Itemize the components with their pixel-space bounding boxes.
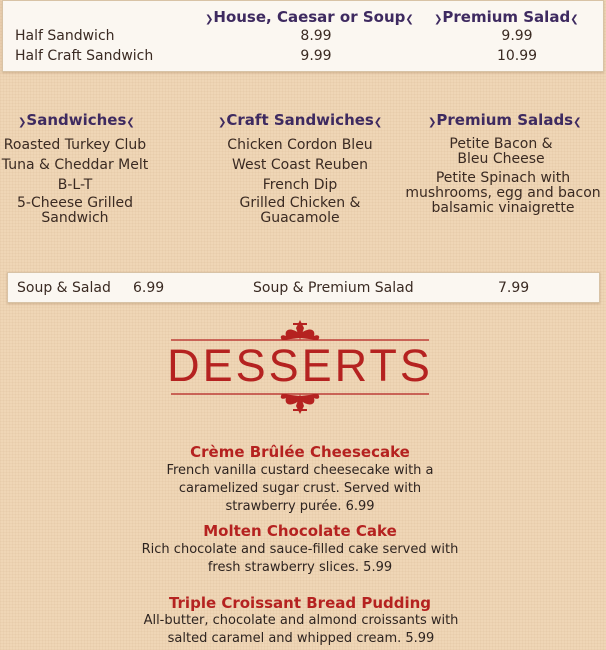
row-price: 10.99	[496, 48, 538, 64]
menu-item: Roasted Turkey Club	[3, 137, 147, 153]
combo-label: Soup & Salad	[17, 280, 111, 296]
menu-item: Chicken Cordon Bleu	[227, 137, 373, 153]
menu-item: B-L-T	[57, 177, 93, 193]
header-ornament-left-icon: ❯	[18, 117, 27, 128]
menu-item: Petite Bacon & Bleu Cheese	[449, 136, 553, 167]
dessert-description: Rich chocolate and sauce-filled cake served with fresh strawberry slices. 5.99	[141, 542, 459, 575]
fleur-ornament-icon	[281, 320, 319, 340]
header-ornament-right-icon: ❮	[126, 117, 135, 128]
section-header-craft-sandwiches: ❯Craft Sandwiches❮	[218, 111, 383, 129]
fleur-ornament-icon	[281, 394, 319, 414]
row-price: 9.99	[300, 48, 332, 64]
header-ornament-right-icon: ❮	[405, 14, 414, 25]
menu-item: Petite Spinach with mushrooms, egg and bacon balsamic vinaigrette	[405, 170, 601, 216]
header-ornament-left-icon: ❯	[428, 117, 437, 128]
dessert-name: Triple Croissant Bread Pudding	[168, 594, 432, 612]
menu-item: Tuna & Cheddar Melt	[1, 157, 149, 173]
dessert-description: French vanilla custard cheesecake with a caramelized sugar crust. Served with strawberry purée. 6.99	[166, 463, 434, 514]
menu-item: French Dip	[262, 177, 338, 193]
header-ornament-right-icon: ❮	[573, 117, 582, 128]
row-price: 8.99	[300, 28, 332, 44]
dessert-description: All-butter, chocolate and almond croissants with salted caramel and whipped cream. 5.99	[143, 613, 459, 646]
combo-label: Soup & Premium Salad	[253, 280, 414, 296]
combo-price: 6.99	[133, 280, 165, 296]
menu-item: Grilled Chicken & Guacamole	[239, 195, 361, 226]
row-label: Half Craft Sandwich	[15, 48, 154, 64]
header-ornament-left-icon: ❯	[218, 117, 227, 128]
col-header-house-caesar-soup: ❯House, Caesar or Soup❮	[205, 8, 414, 26]
desserts-title: DESSERTS	[167, 340, 433, 391]
header-ornament-left-icon: ❯	[205, 14, 214, 25]
dessert-name: Molten Chocolate Cake	[203, 522, 397, 540]
header-ornament-right-icon: ❮	[570, 14, 579, 25]
menu-item: West Coast Reuben	[232, 157, 368, 173]
header-ornament-left-icon: ❯	[434, 14, 443, 25]
menu-item: 5-Cheese Grilled Sandwich	[17, 195, 133, 226]
col-header-premium-salad: ❯Premium Salad❮	[434, 8, 579, 26]
header-ornament-right-icon: ❮	[373, 117, 383, 128]
row-price: 9.99	[501, 28, 533, 44]
section-header-sandwiches: ❯Sandwiches❮	[18, 111, 135, 129]
combo-price: 7.99	[498, 280, 530, 296]
section-header-premium-salads: ❯Premium Salads❮	[428, 111, 582, 129]
dessert-name: Crème Brûlée Cheesecake	[190, 443, 410, 461]
row-label: Half Sandwich	[15, 28, 115, 44]
